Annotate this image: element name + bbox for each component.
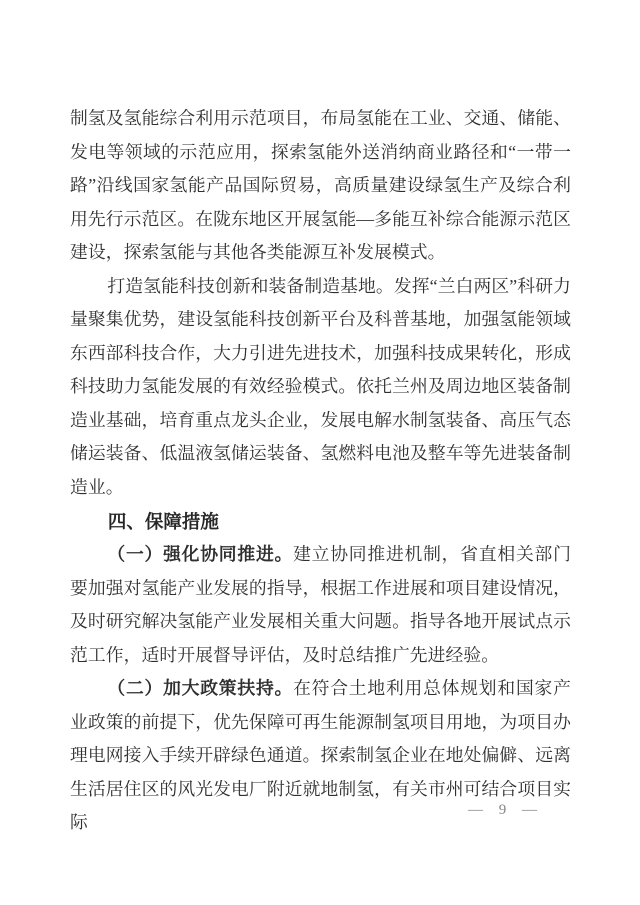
paragraph-text: 建立协同推进机制，省直相关部门要加强对氢能产业发展的指导，根据工作进展和项目建设情况，及时研究解决氢能产业发展相关重大问题。指导各地开展试点示范工作，适时开展督导评估，及时总结推广先进经验。 xyxy=(70,544,571,665)
document-content xyxy=(70,102,571,840)
body-paragraph: 打造氢能科技创新和装备制造基地。发挥“兰白两区”科研力量聚集优势，建设氢能科技创新平台及科普基地，加强氢能领域东西部科技合作，大力引进先进技术，加强科技成果转化，形成科技助力氢能发展的有效经验模式。依托兰州及周边地区装备制造业基础，培育重点龙头企业，发展电解水制氢装备、高压气态储运装备、低温液氢储运装备、氢燃料电池及整车等先进装备制造业。 xyxy=(70,275,571,498)
body-paragraph: 制氢及氢能综合利用示范项目，布局氢能在工业、交通、储能、发电等领域的示范应用，探索氢能外送消纳商业路径和“一带一路”沿线国家氢能产品国际贸易，高质量建设绿氢生产及综合利用先行示范区。在陇东地区开展氢能—多能互补综合能源示范区建设，探索氢能与其他各类能源互补发展模式。 xyxy=(70,108,571,263)
body-paragraph xyxy=(70,538,571,672)
paragraph-lead: （二）加大政策扶持。 xyxy=(107,678,294,699)
page-number: — 9 — xyxy=(468,802,540,818)
section-heading: 四、保障措施 xyxy=(107,510,219,532)
paragraph-lead: （一）强化协同推进。 xyxy=(107,544,294,565)
paragraph-text: 在符合土地利用总体规划和国家产业政策的前提下，优先保障可再生能源制氢项目用地，为项目办理电网接入手续开辟绿色通道。探索制氢企业在地处偏僻、远离生活居住区的风光发电厂附近就地制氢，有关市州可结合项目实际 xyxy=(70,678,571,833)
